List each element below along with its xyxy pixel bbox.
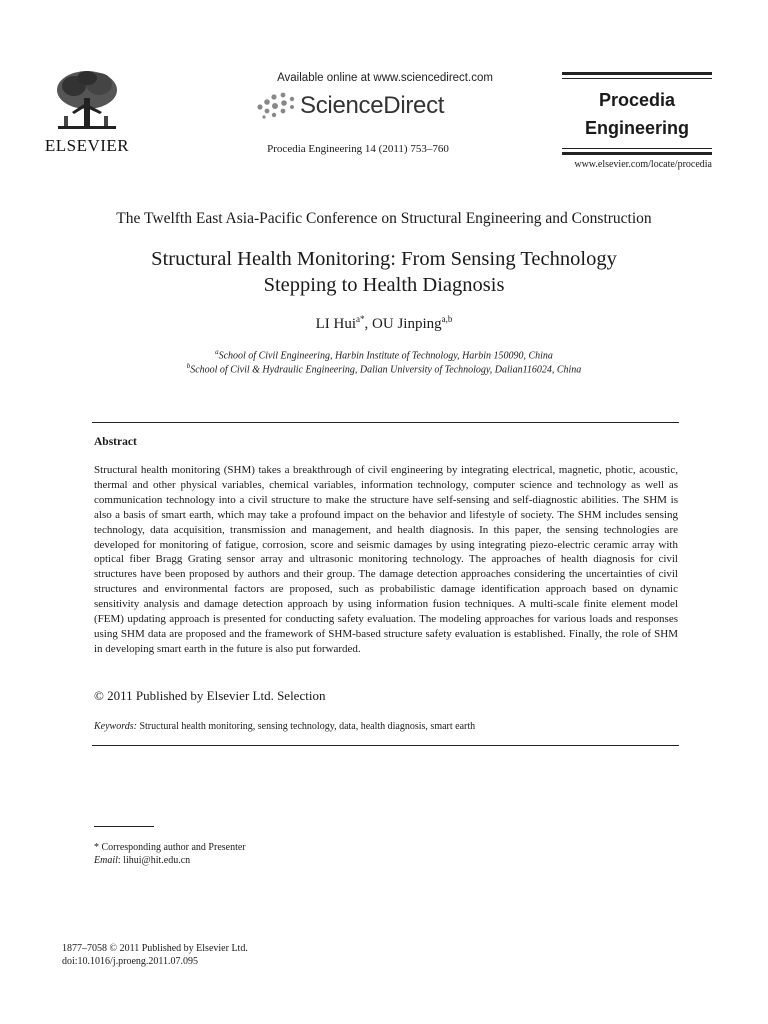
masthead-rule-bottom bbox=[562, 152, 712, 155]
affiliation-2 bbox=[60, 362, 708, 375]
author-2-marker: a,b bbox=[441, 314, 453, 324]
publisher-name: ELSEVIER bbox=[44, 136, 130, 155]
author-2: OU Jinping bbox=[372, 316, 442, 332]
affiliation-1-marker: a bbox=[215, 348, 219, 356]
abstract-bottom-rule bbox=[92, 745, 679, 746]
doi-line: doi:10.1016/j.proeng.2011.07.095 bbox=[62, 956, 199, 967]
footnote-corresponding: * Corresponding author and Presenter bbox=[94, 842, 246, 853]
journal-masthead bbox=[562, 72, 712, 162]
footnote-email bbox=[94, 855, 190, 866]
issn-line: 1877–7058 © 2011 Published by Elsevier Ltd. bbox=[62, 943, 248, 954]
author-1-marker: a* bbox=[356, 314, 365, 324]
paper-title bbox=[60, 246, 708, 298]
masthead-rule-top-thin bbox=[562, 78, 712, 79]
abstract-body: Structural health monitoring (SHM) takes a breakthrough of civil engineering by integrating electrical, magnetic, photic, acoustic, thermal and other physical variables, chemical variables, information technology, computer science and technology as well as communication technology into a civil structure to make the structure have self-sensing and self-diagnostic abilities. The SHM is also a basis of smart earth, which may take a profound impact on the behavior and lifestyle of society. The SHM includes sensing technology, data acquisition, transmission and management, and health diagnosis. In this paper, the sensing technologies are developed for monitoring of fatigue, corrosion, score and seismic damages by using integrating piezo-electric ceramic array with optical fiber Bragg Grating sensor array and ultrasonic monitoring technology. The approaches of health diagnosis for civil structures have been proposed by authors and their group. The damage detection approaches considering the uncertainties of civil structures and environmental factors are proposed, such as probabilistic damage identification approach based on dynamic sensitivity analysis and damage detection approach by using information fusion techniques. A multi-scale finite element model (FEM) updating approach is presented for conducting safety evaluation. The modeling approaches for various loads and responses using SHM data are proposed and the framework of SHM-based structure safety evaluation is established. Finally, the role of SHM in developing smart earth in the future is also put forwarded. bbox=[94, 464, 678, 655]
abstract-top-rule bbox=[92, 422, 679, 423]
journal-url: www.elsevier.com/locate/procedia bbox=[574, 159, 712, 170]
keywords-list: Structural health monitoring, sensing technology, data, health diagnosis, smart earth bbox=[136, 721, 476, 732]
sciencedirect-dots-icon bbox=[254, 90, 298, 122]
footnote-rule bbox=[94, 826, 154, 827]
elsevier-tree-icon bbox=[54, 68, 120, 134]
authors bbox=[100, 314, 668, 333]
journal-reference: Procedia Engineering 14 (2011) 753–760 bbox=[267, 143, 449, 155]
journal-name bbox=[562, 86, 712, 142]
affiliation-1 bbox=[60, 348, 708, 361]
email-label: Email bbox=[94, 855, 118, 866]
copyright-line: © 2011 Published by Elsevier Ltd. Selection bbox=[94, 688, 326, 703]
affiliation-2-marker: b bbox=[186, 362, 191, 370]
elsevier-logo bbox=[34, 68, 140, 160]
paper-title-line1: Structural Health Monitoring: From Sensing Technology bbox=[151, 248, 617, 270]
abstract-heading: Abstract bbox=[94, 436, 137, 448]
masthead-rule-bottom-thin bbox=[562, 148, 712, 149]
affiliation-2-text: School of Civil & Hydraulic Engineering, Dalian University of Technology, Dalian116024, China bbox=[190, 364, 582, 376]
available-online-text: Available online at www.sciencedirect.com bbox=[277, 72, 493, 84]
email-value: : lihui@hit.edu.cn bbox=[117, 855, 191, 866]
sciencedirect-logo bbox=[254, 88, 454, 128]
author-1: LI Hui bbox=[315, 316, 357, 332]
sciencedirect-wordmark: ScienceDirect bbox=[300, 92, 445, 119]
paper-title-line2: Stepping to Health Diagnosis bbox=[263, 274, 505, 296]
journal-name-line2: Engineering bbox=[584, 118, 689, 138]
keywords-label: Keywords: bbox=[94, 721, 137, 732]
affiliation-1-text: School of Civil Engineering, Harbin Institute of Technology, Harbin 150090, China bbox=[218, 350, 553, 362]
journal-name-line1: Procedia bbox=[598, 90, 676, 110]
masthead-rule-top bbox=[562, 72, 712, 75]
author-separator: , bbox=[364, 316, 373, 332]
conference-name: The Twelfth East Asia-Pacific Conference on Structural Engineering and Construction bbox=[116, 210, 652, 227]
keywords bbox=[94, 721, 678, 732]
